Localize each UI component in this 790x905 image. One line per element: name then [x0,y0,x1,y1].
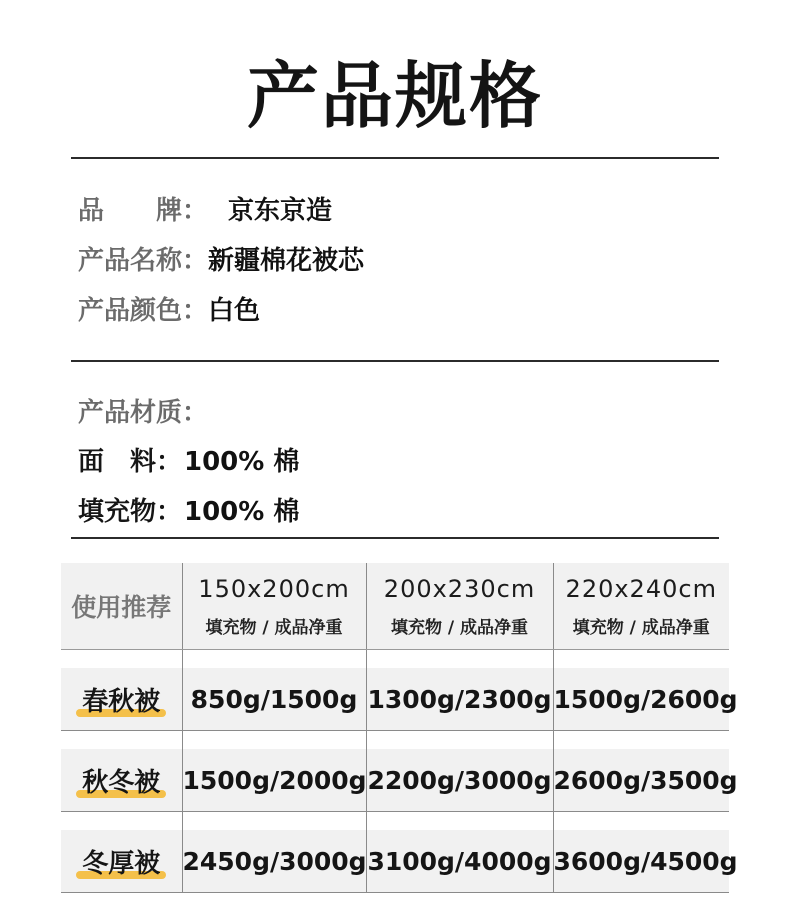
table-cell: 1300g/2300g [366,668,553,731]
brand-value: 京东京造 [228,196,333,226]
season-cell [61,749,182,812]
product-color-label: 产品颜色： [78,296,209,326]
spec-table [61,563,738,893]
fabric-value: 100% 棉 [184,447,300,477]
row-spacer [61,812,729,831]
row-spacer [61,650,729,669]
filling-value: 100% 棉 [184,497,300,527]
column-header [553,563,729,650]
table-cell: 2450g/3000g [182,830,366,893]
table-cell: 3600g/4500g [553,830,729,893]
brand-row [78,190,332,227]
divider [71,360,719,362]
table-cell: 1500g/2600g [553,668,729,731]
table-cell: 850g/1500g [182,668,366,731]
fabric-row [78,441,299,478]
filling-label: 填充物： [78,497,183,527]
product-name-row [78,240,364,277]
column-size: 150x200cm [198,574,350,603]
season-label: 秋冬被 [82,762,160,799]
table-cell: 3100g/4000g [366,830,553,893]
row-spacer [61,731,729,750]
season-cell [61,668,182,731]
divider [71,537,719,539]
fabric-label: 面 料： [78,447,183,477]
column-header [182,563,366,650]
table-row [61,749,729,812]
column-size: 220x240cm [565,574,717,603]
brand-label: 品 牌： [78,196,209,226]
table-cell: 2600g/3500g [553,749,729,812]
table-row [61,830,729,893]
table-cell: 2200g/3000g [366,749,553,812]
page-title: 产品规格 [246,54,543,138]
product-name-label: 产品名称： [78,246,209,276]
column-note: 填充物 / 成品净重 [572,617,710,638]
season-label: 冬厚被 [82,843,160,880]
product-name-value: 新疆棉花被芯 [208,246,365,276]
column-note: 填充物 / 成品净重 [390,617,529,638]
column-note: 填充物 / 成品净重 [205,617,343,638]
table-row [61,668,729,731]
season-cell [61,830,182,893]
column-header [366,563,553,650]
product-color-value: 白色 [208,296,261,326]
product-color-row [78,290,260,327]
table-cell: 1500g/2000g [182,749,366,812]
divider [71,157,719,159]
table-corner-label: 使用推荐 [61,563,182,650]
filling-row [78,491,299,528]
material-heading [78,392,208,429]
column-size: 200x230cm [383,574,536,603]
season-label: 春秋被 [82,681,160,718]
table-header-row [61,563,729,650]
material-heading-label: 产品材质： [78,398,209,428]
